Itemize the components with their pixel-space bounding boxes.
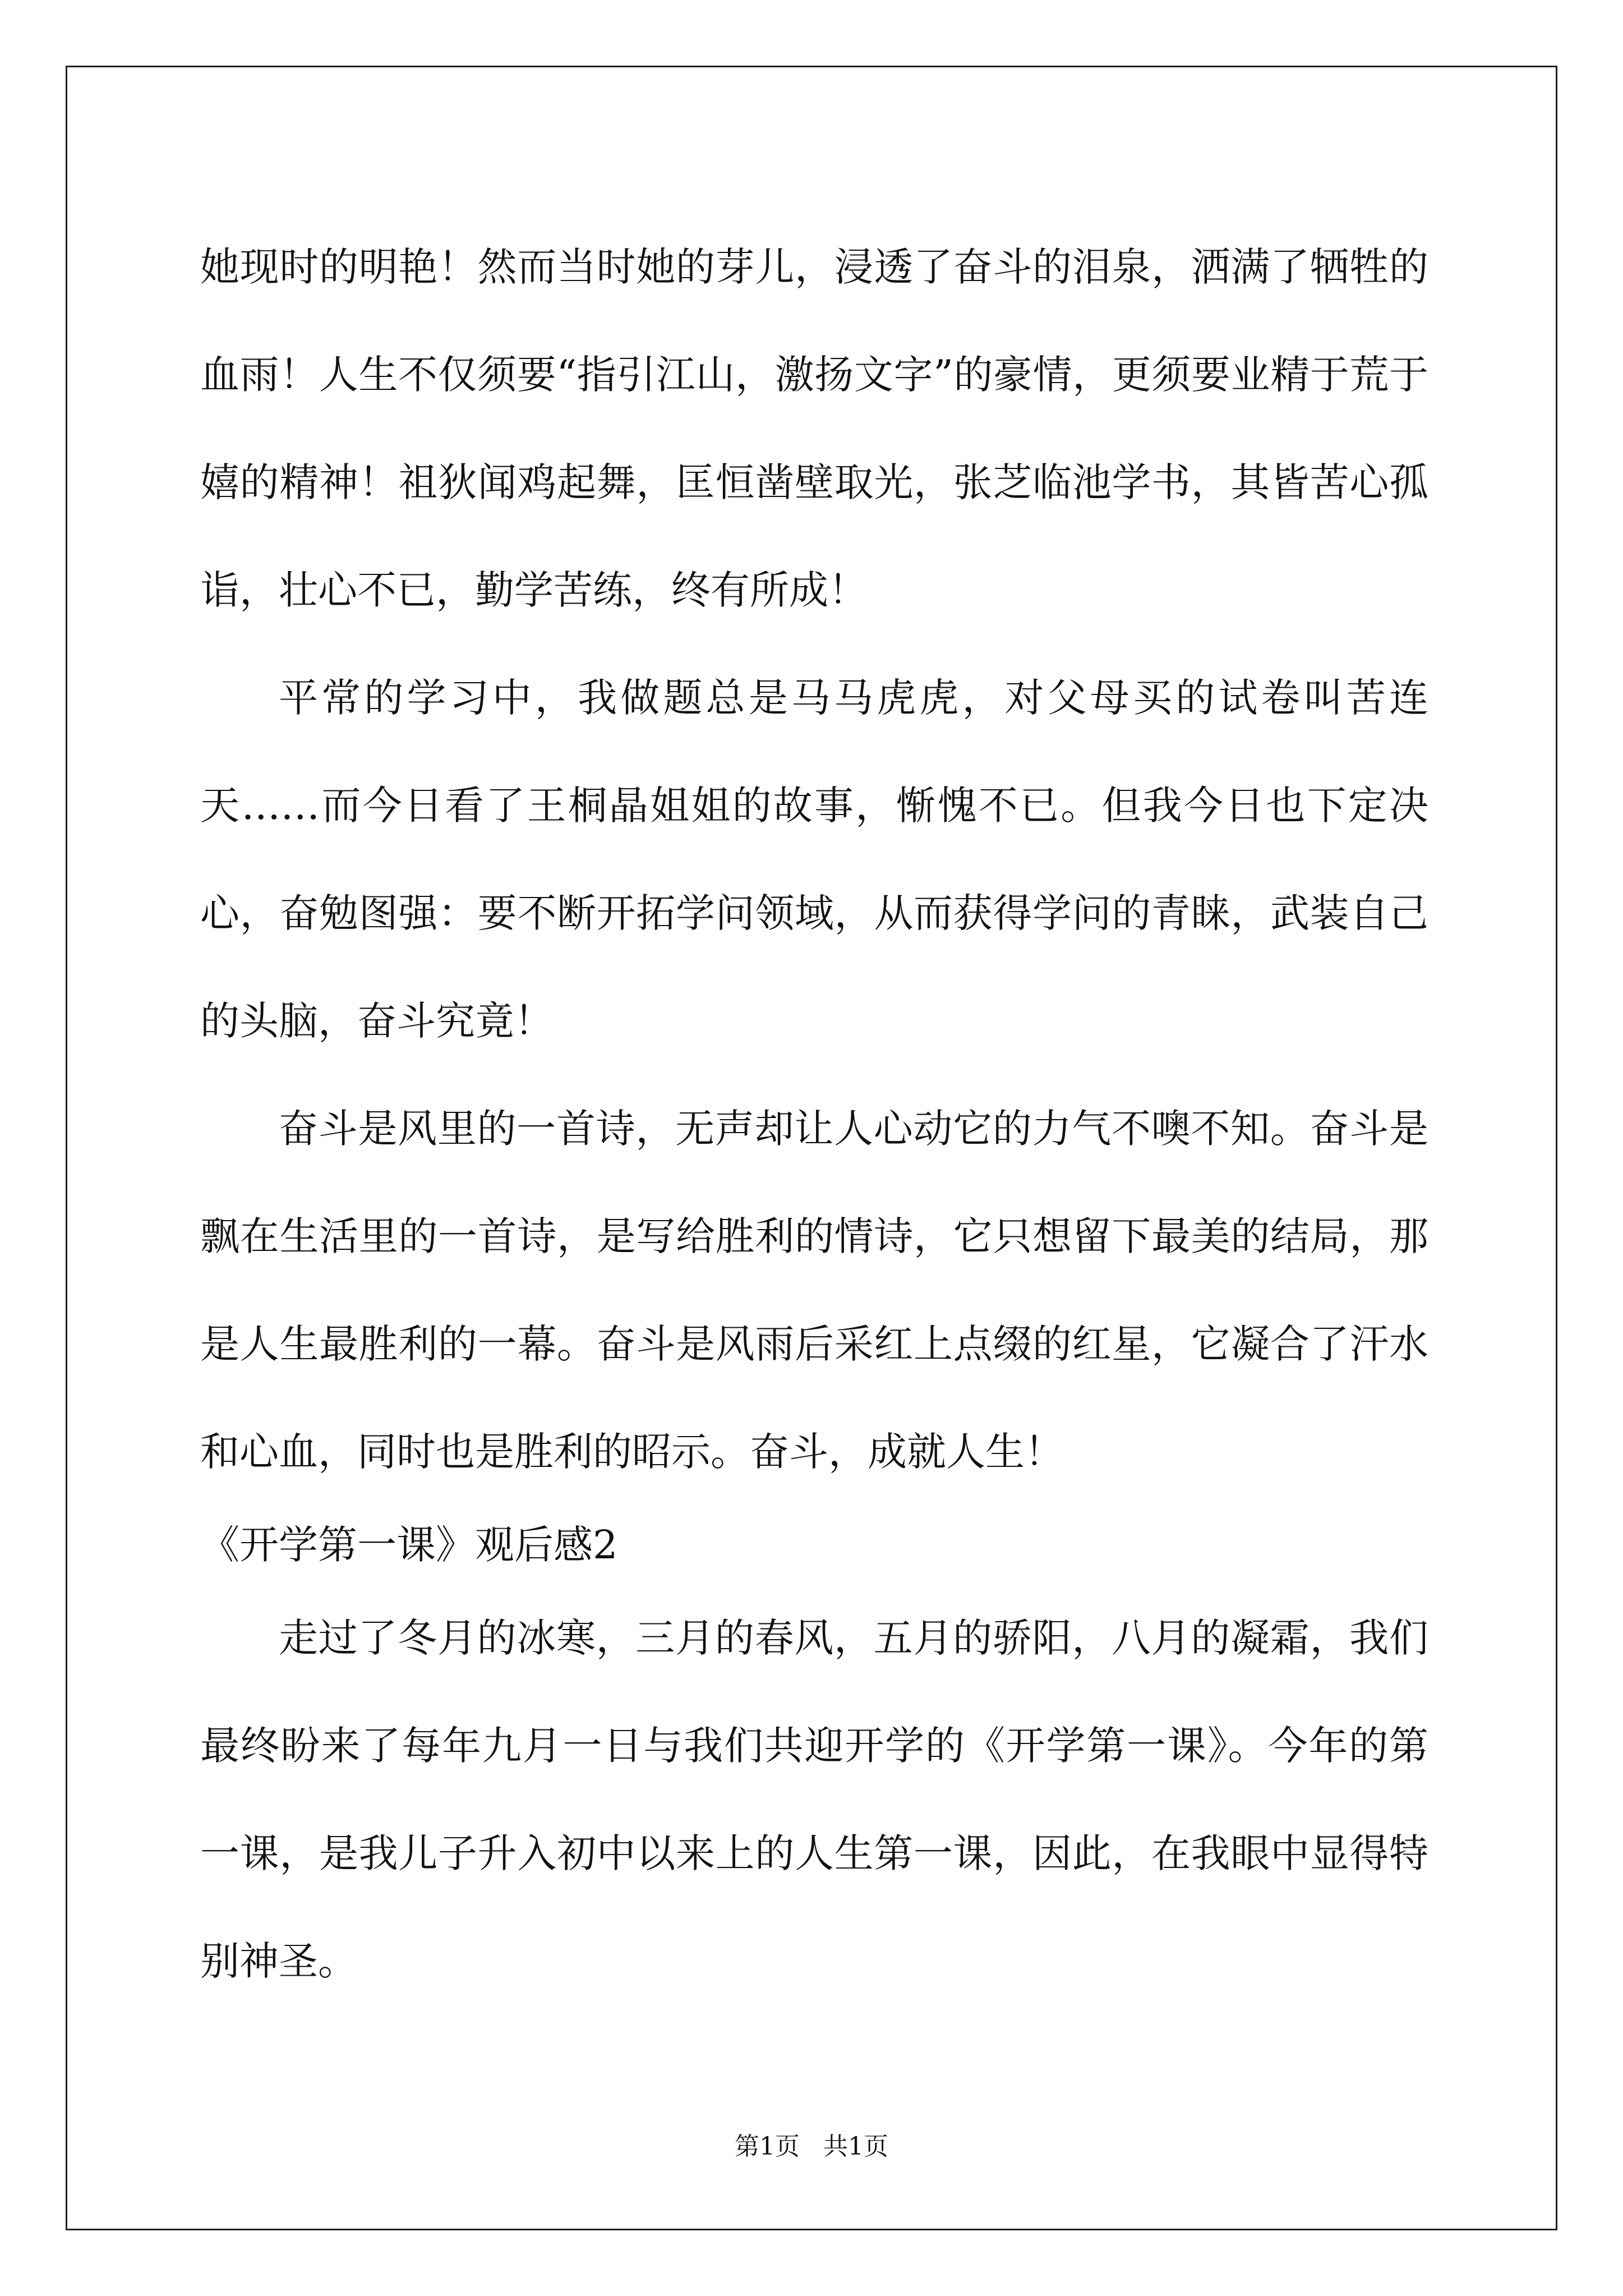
paragraph-2: 平常的学习中，我做题总是马马虎虎，对父母买的试卷叫苦连天……而今日看了王桐晶姐姐的故事，惭愧不已。但我今日也下定决心，奋勉图强：要不断开拓学问领域，从而获得学问的青睐，武装自己的头脑，奋斗究竟！ xyxy=(200,675,1428,1044)
document-body xyxy=(200,213,1428,2015)
section-heading: 《开学第一课》观后感2 xyxy=(200,1522,618,1568)
page-footer xyxy=(0,2126,1623,2162)
paragraph-4: 走过了冬月的冰寒，三月的春风，五月的骄阳，八月的凝霜，我们最终盼来了每年九月一日与我们共迎开学的《开学第一课》。今年的第一课，是我儿子升入初中以来上的人生第一课，因此，在我眼中显得特别神圣。 xyxy=(200,1615,1428,1984)
paragraph-1: 她现时的明艳！然而当时她的芽儿，浸透了奋斗的泪泉，洒满了牺牲的血雨！人生不仅须要“指引江山，激扬文字”的豪情，更须要业精于荒于嬉的精神！祖狄闻鸡起舞，匡恒凿壁取光，张芝临池学书，其皆苦心孤诣，壮心不已，勤学苦练，终有所成！ xyxy=(200,244,1428,613)
paragraph-3: 奋斗是风里的一首诗，无声却让人心动它的力气不噢不知。奋斗是飘在生活里的一首诗，是写给胜利的情诗，它只想留下最美的结局，那是人生最胜利的一幕。奋斗是风雨后采红上点缀的红星，它凝合了汗水和心血，同时也是胜利的昭示。奋斗，成就人生！ xyxy=(200,1106,1428,1475)
page-total: 共1页 xyxy=(823,2132,888,2161)
page-number: 第1页 xyxy=(735,2132,800,2161)
